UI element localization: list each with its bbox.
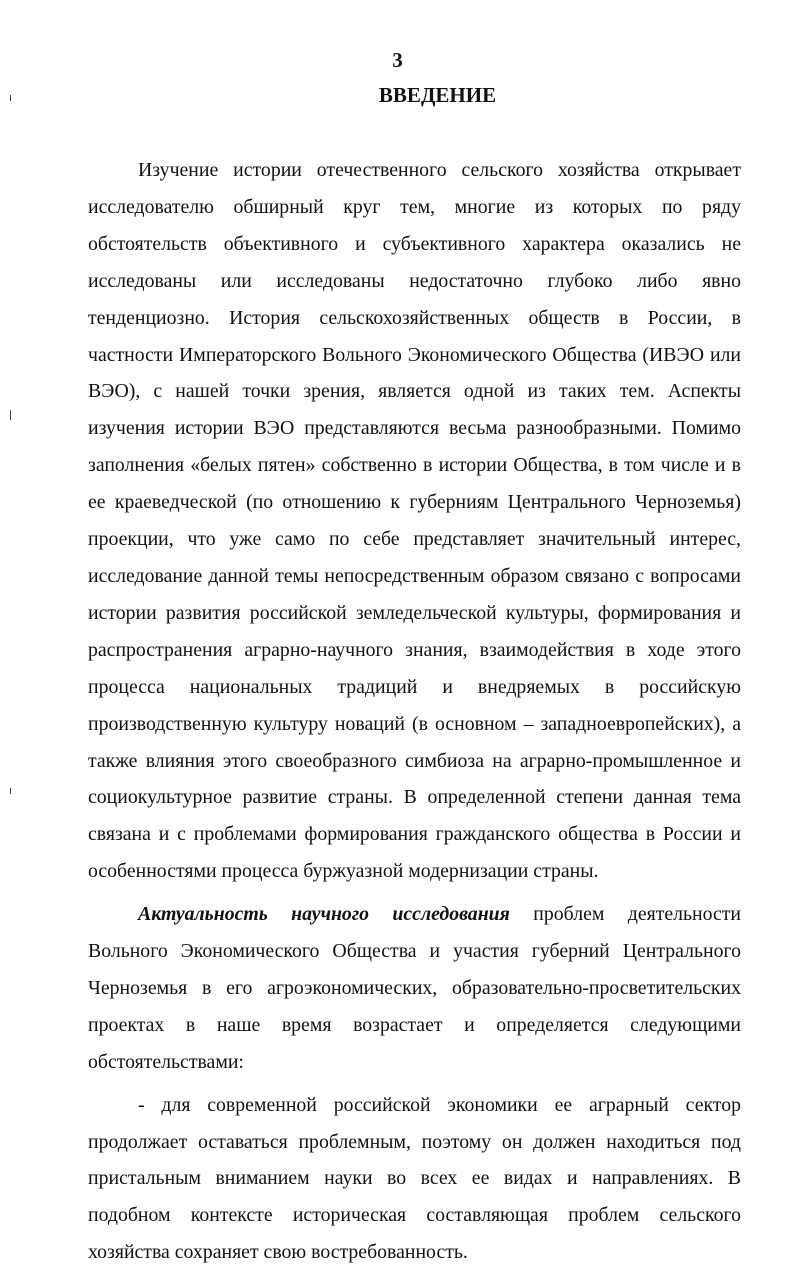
- relevance-text: проблем деятельности Вольного Экономического Общества и участия губерний Центрального Черноземья в его агроэкономических, образовательно-просветительских проектах в наше время возрастает и определяется следующими обстоятельствами:: [88, 903, 741, 1073]
- paragraph-point-one: - для современной российской экономики ее аграрный сектор продолжает оставаться проблемным, поэтому он должен находиться под пристальным вниманием науки во всех ее видах и направлениях. В подобном контексте историческая составляющая проблем сельского хозяйства сохраняет свою востребованность.: [88, 1093, 741, 1264]
- body-text: [88, 152, 741, 1271]
- page-number: 3: [392, 48, 403, 72]
- scan-mark: [10, 788, 11, 794]
- scan-mark: [10, 410, 11, 420]
- scan-mark: [10, 95, 11, 101]
- section-title: ВВЕДЕНИЕ: [378, 83, 497, 107]
- relevance-heading: Актуальность научного исследования: [138, 903, 510, 926]
- paragraph-relevance: [88, 896, 741, 1081]
- paragraph-introduction: Изучение истории отечественного сельского хозяйства открывает исследователю обширный круг тем, многие из которых по ряду обстоятельств объективного и субъективного характера оказались не исследованы или исследованы недостаточно глубоко либо явно тенденциозно. История сельскохозяйственных обществ в России, в частности Императорского Вольного Экономического Общества (ИВЭО или ВЭО), с нашей точки зрения, является одной из таких тем. Аспекты изучения истории ВЭО представляются весьма разнообразными. Помимо заполнения «белых пятен» собственно в истории Общества, в том числе и в ее краеведческой (по отношению к губерниям Центрального Черноземья) проекции, что уже само по себе представляет значительный интерес, исследование данной темы непосредственным образом связано с вопросами истории развития российской земледельческой культуры, формирования и распространения аграрно-научного знания, взаимодействия в ходе этого процесса национальных традиций и внедряемых в российскую производственную культуру новаций (в основном – западноевропейских), а также влияния этого своеобразного симбиоза на аграрно-промышленное и социокультурное развитие страны. В определенной степени данная тема связана и с проблемами формирования гражданского общества в России и особенностями процесса буржуазной модернизации страны.: [88, 159, 741, 883]
